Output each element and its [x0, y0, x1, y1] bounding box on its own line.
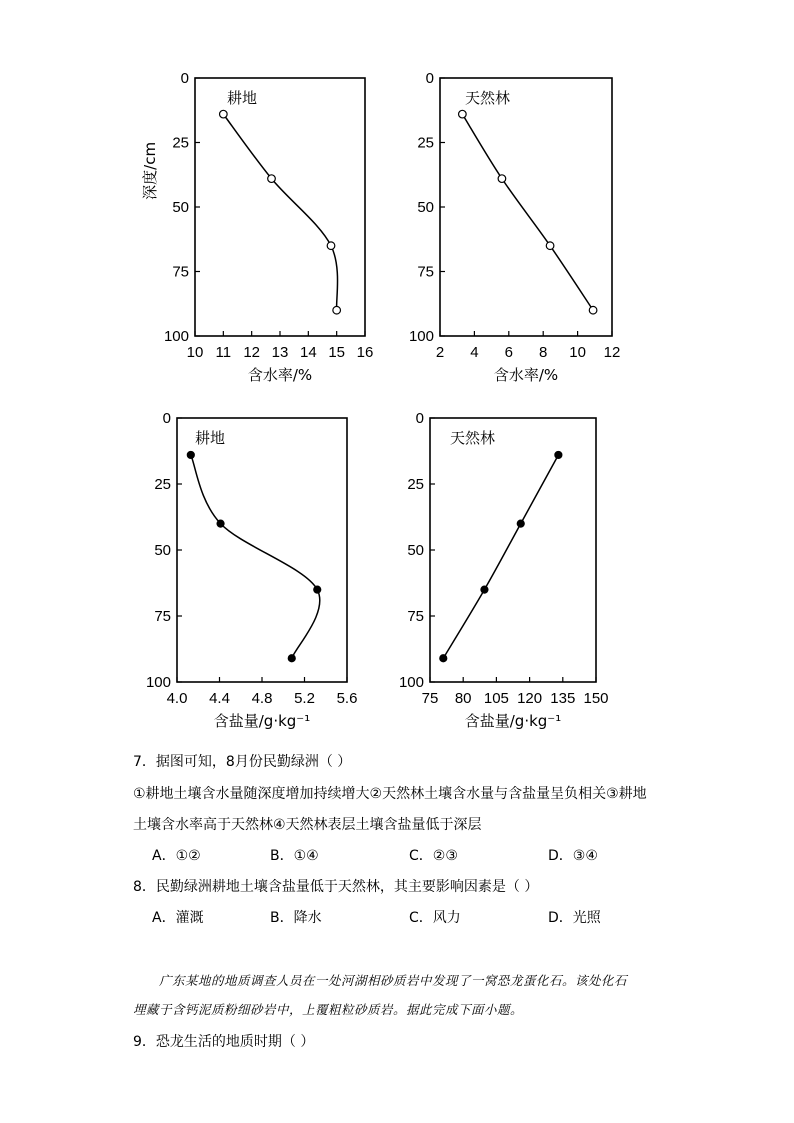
series-line [462, 114, 593, 310]
x-tick-label: 75 [421, 690, 439, 707]
x-tick-label: 12 [243, 344, 261, 361]
x-tick-label: 15 [328, 344, 346, 361]
chart-farmland-water [140, 60, 390, 395]
x-tick-label: 105 [483, 690, 509, 707]
question-7-stem: 7．据图可知，8月份民勤绿洲（ ） [133, 754, 352, 770]
x-tick-label: 5.2 [294, 690, 315, 707]
x-tick-label: 150 [583, 690, 609, 707]
data-point [217, 520, 224, 527]
data-point [440, 655, 447, 662]
y-tick-label: 100 [163, 328, 189, 345]
y-tick-label: 50 [172, 199, 189, 216]
x-tick-label: 120 [517, 690, 543, 707]
chart-forest-water [400, 60, 640, 395]
data-point [288, 655, 295, 662]
x-tick-label: 8 [539, 344, 548, 361]
option-a[interactable]: A．灌溉 [152, 910, 204, 926]
chart-svg [130, 400, 370, 740]
y-tick-label: 25 [154, 476, 171, 493]
y-tick-label: 50 [417, 199, 434, 216]
chart-svg [400, 60, 640, 390]
x-tick-label: 10 [186, 344, 204, 361]
y-axis-label: 深度/cm [141, 141, 159, 200]
x-tick-label: 4.0 [166, 690, 188, 707]
x-axis-label: 含盐量/g·kg⁻¹ [213, 712, 311, 730]
y-tick-label: 75 [417, 263, 434, 281]
y-tick-label: 50 [154, 542, 171, 559]
plot-frame [177, 418, 347, 682]
y-tick-label: 0 [180, 70, 189, 87]
chart-title: 耕地 [227, 89, 258, 107]
y-tick-label: 0 [425, 70, 434, 87]
option-c[interactable]: C．风力 [409, 910, 461, 926]
data-point [459, 110, 467, 118]
x-tick-label: 11 [215, 344, 232, 361]
chart-svg [380, 400, 630, 740]
data-point [517, 520, 524, 527]
y-tick-label: 25 [407, 476, 424, 493]
data-point [546, 242, 554, 250]
chart-title: 天然林 [465, 89, 511, 107]
series-line [191, 455, 320, 658]
plot-frame [430, 418, 596, 682]
data-point [314, 586, 321, 593]
y-tick-label: 0 [162, 410, 171, 427]
question-7-line2: 土壤含水率高于天然林④天然林表层土壤含盐量低于深层 [133, 817, 482, 833]
data-point [268, 175, 276, 183]
option-b[interactable]: B．①④ [270, 848, 319, 864]
x-tick-label: 2 [435, 344, 445, 361]
x-tick-label: 4.8 [251, 690, 273, 707]
passage-line-2: 埋藏于含钙泥质粉细砂岩中，上覆粗粒砂质岩。据此完成下面小题。 [133, 1002, 524, 1017]
chart-farmland-salt [130, 400, 370, 745]
y-tick-label: 100 [398, 674, 424, 691]
series-line [223, 114, 337, 310]
data-point [187, 451, 194, 458]
option-d[interactable]: D．光照 [548, 910, 601, 926]
series-line [443, 455, 558, 658]
y-tick-label: 0 [415, 410, 424, 427]
y-tick-label: 50 [407, 542, 424, 559]
data-point [333, 306, 341, 314]
x-tick-label: 16 [356, 344, 374, 361]
x-tick-label: 13 [271, 344, 289, 361]
x-axis-label: 含水率/% [493, 366, 559, 384]
x-tick-label: 10 [569, 344, 586, 361]
question-9-stem: 9．恐龙生活的地质时期（ ） [133, 1034, 315, 1050]
option-a[interactable]: A．①② [152, 848, 201, 864]
reading-passage [133, 966, 661, 1024]
x-tick-label: 14 [299, 344, 317, 361]
chart-title: 天然林 [450, 429, 496, 447]
y-tick-label: 75 [172, 263, 189, 281]
question-7-line1: ①耕地土壤含水量随深度增加持续增大②天然林土壤含水量与含盐量呈负相关③耕地 [133, 786, 647, 802]
x-tick-label: 5.6 [336, 690, 358, 707]
x-axis-label: 含盐量/g·kg⁻¹ [464, 712, 562, 730]
x-tick-label: 6 [504, 344, 513, 361]
x-tick-label: 135 [550, 690, 576, 707]
x-axis-label: 含水率/% [247, 366, 313, 384]
option-b[interactable]: B．降水 [270, 910, 322, 926]
chart-forest-salt [380, 400, 630, 745]
y-tick-label: 100 [145, 674, 171, 691]
data-point [589, 306, 597, 314]
option-d[interactable]: D．③④ [548, 848, 598, 864]
y-tick-label: 75 [154, 608, 171, 625]
option-c[interactable]: C．②③ [409, 848, 458, 864]
passage-line-1: 广东某地的地质调查人员在一处河湖相砂质岩中发现了一窝恐龙蛋化石。该处化石 [159, 973, 628, 988]
x-tick-label: 4 [470, 344, 479, 361]
data-point [481, 586, 488, 593]
data-point [220, 110, 228, 118]
x-tick-label: 4.4 [209, 690, 230, 707]
x-tick-label: 80 [454, 690, 472, 707]
data-point [498, 175, 506, 183]
y-tick-label: 100 [408, 328, 434, 345]
data-point [555, 451, 562, 458]
question-8-stem: 8．民勤绿洲耕地土壤含盐量低于天然林，其主要影响因素是（ ） [133, 879, 539, 895]
y-tick-label: 25 [172, 134, 189, 152]
y-tick-label: 75 [407, 608, 424, 625]
data-point [327, 242, 335, 250]
chart-svg [140, 60, 390, 390]
x-tick-label: 12 [603, 344, 621, 361]
y-tick-label: 25 [417, 134, 434, 152]
chart-title: 耕地 [195, 429, 226, 447]
